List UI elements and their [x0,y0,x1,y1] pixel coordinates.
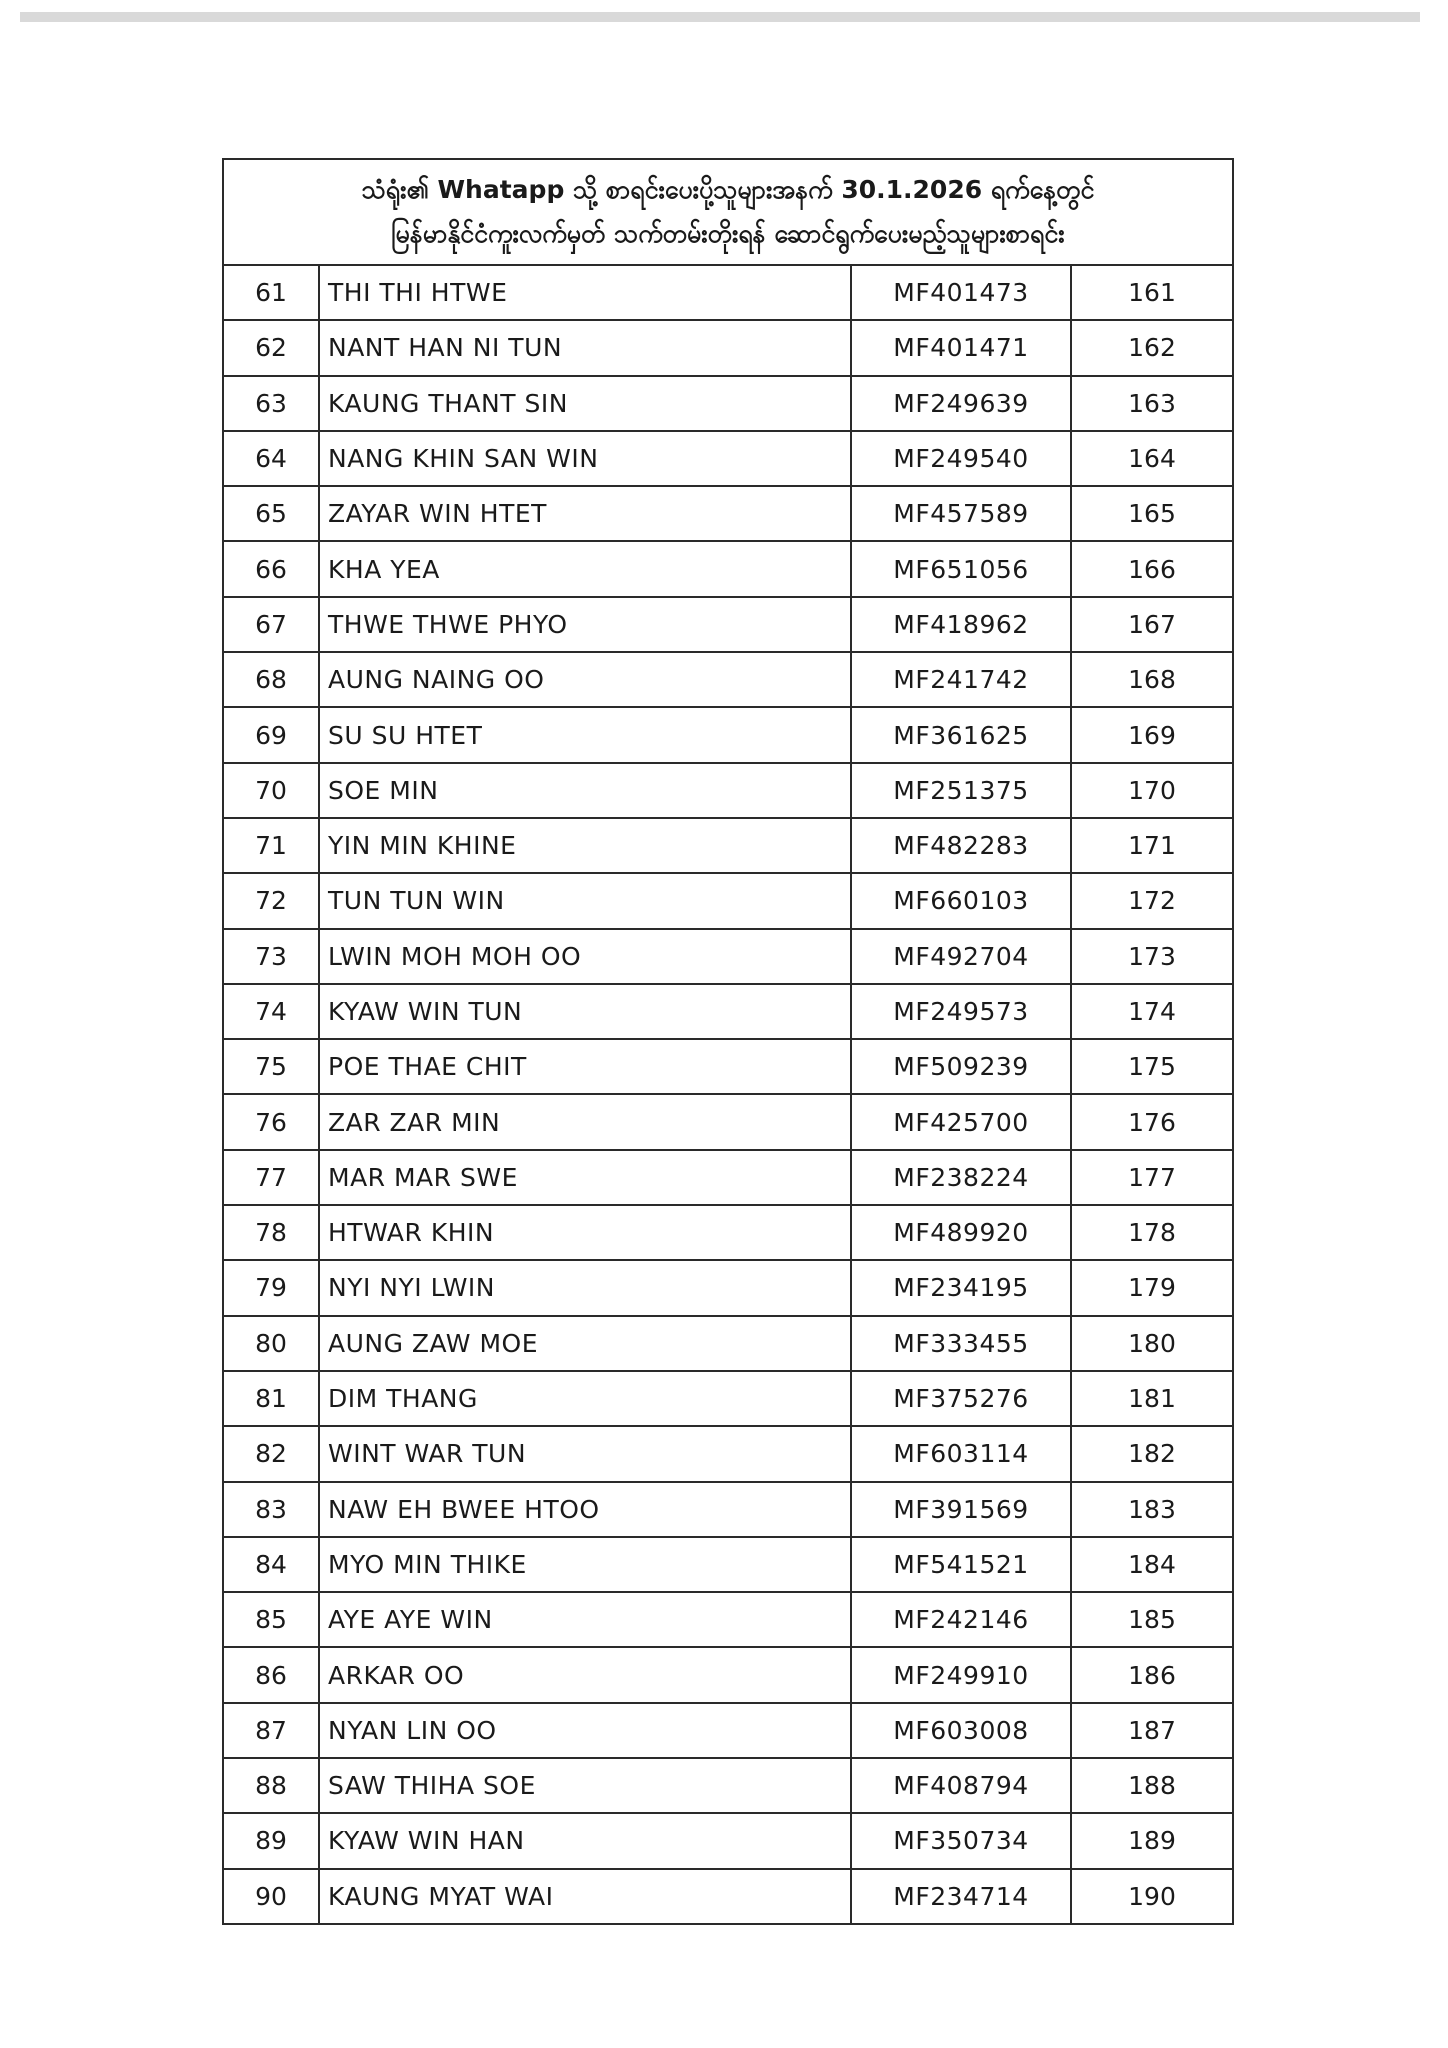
serial-number-cell: 65 [224,486,319,541]
name-list-table [224,266,1232,1923]
serial-number-cell: 84 [224,1537,319,1592]
passport-number-cell: MF651056 [851,541,1071,596]
name-cell: THI THI HTWE [319,266,851,320]
passport-number-cell: MF457589 [851,486,1071,541]
queue-number-cell: 163 [1071,376,1232,431]
name-cell: NANT HAN NI TUN [319,320,851,375]
table-row [224,1039,1232,1094]
name-cell: WINT WAR TUN [319,1426,851,1481]
queue-number-cell: 178 [1071,1205,1232,1260]
name-cell: THWE THWE PHYO [319,597,851,652]
passport-number-cell: MF249540 [851,431,1071,486]
queue-number-cell: 184 [1071,1537,1232,1592]
table-row [224,1647,1232,1702]
serial-number-cell: 79 [224,1260,319,1315]
serial-number-cell: 66 [224,541,319,596]
serial-number-cell: 61 [224,266,319,320]
table-row [224,431,1232,486]
passport-number-cell: MF489920 [851,1205,1071,1260]
queue-number-cell: 176 [1071,1094,1232,1149]
passport-number-cell: MF241742 [851,652,1071,707]
table-row [224,707,1232,762]
queue-number-cell: 164 [1071,431,1232,486]
passport-number-cell: MF401473 [851,266,1071,320]
table-row [224,1758,1232,1813]
serial-number-cell: 73 [224,929,319,984]
name-cell: NAW EH BWEE HTOO [319,1482,851,1537]
passport-number-cell: MF249573 [851,984,1071,1039]
serial-number-cell: 72 [224,873,319,928]
table-row [224,1371,1232,1426]
serial-number-cell: 67 [224,597,319,652]
header-line-2: မြန်မာနိုင်ငံကူးလက်မှတ် သက်တမ်းတိုးရန် ဆောင်ရွက်ပေးမည့်သူများစာရင်း [391,219,1065,248]
table-row [224,1260,1232,1315]
table-row [224,1869,1232,1923]
serial-number-cell: 68 [224,652,319,707]
serial-number-cell: 80 [224,1316,319,1371]
serial-number-cell: 78 [224,1205,319,1260]
table-row [224,1094,1232,1149]
name-cell: HTWAR KHIN [319,1205,851,1260]
name-cell: ZAR ZAR MIN [319,1094,851,1149]
name-cell: MYO MIN THIKE [319,1537,851,1592]
queue-number-cell: 177 [1071,1150,1232,1205]
name-cell: POE THAE CHIT [319,1039,851,1094]
table-row [224,486,1232,541]
passport-number-cell: MF238224 [851,1150,1071,1205]
table-row [224,1813,1232,1868]
table-row [224,763,1232,818]
table-row [224,929,1232,984]
queue-number-cell: 162 [1071,320,1232,375]
table-row [224,1205,1232,1260]
passport-number-cell: MF234195 [851,1260,1071,1315]
name-cell: AYE AYE WIN [319,1592,851,1647]
passport-number-cell: MF603114 [851,1426,1071,1481]
queue-number-cell: 172 [1071,873,1232,928]
passport-number-cell: MF251375 [851,763,1071,818]
table-row [224,266,1232,320]
document-table-container [222,158,1234,1925]
table-row [224,320,1232,375]
passport-number-cell: MF249910 [851,1647,1071,1702]
passport-number-cell: MF375276 [851,1371,1071,1426]
queue-number-cell: 186 [1071,1647,1232,1702]
name-cell: LWIN MOH MOH OO [319,929,851,984]
table-row [224,1150,1232,1205]
queue-number-cell: 188 [1071,1758,1232,1813]
serial-number-cell: 82 [224,1426,319,1481]
serial-number-cell: 83 [224,1482,319,1537]
queue-number-cell: 183 [1071,1482,1232,1537]
name-cell: NANG KHIN SAN WIN [319,431,851,486]
queue-number-cell: 187 [1071,1703,1232,1758]
table-row [224,818,1232,873]
queue-number-cell: 190 [1128,1881,1176,1911]
scan-edge [20,12,1420,22]
table-row [224,1703,1232,1758]
queue-number-cell: 181 [1071,1371,1232,1426]
passport-number-cell: MF660103 [851,873,1071,928]
serial-number-cell: 69 [224,707,319,762]
name-cell: SU SU HTET [319,707,851,762]
passport-number-cell: MF603008 [851,1703,1071,1758]
name-cell: YIN MIN KHINE [319,818,851,873]
serial-number-cell: 81 [224,1371,319,1426]
table-row [224,1537,1232,1592]
name-cell: AUNG ZAW MOE [319,1316,851,1371]
table-row [224,1426,1232,1481]
passport-number-cell: MF391569 [851,1482,1071,1537]
queue-number-cell: 180 [1071,1316,1232,1371]
queue-number-cell: 173 [1071,929,1232,984]
serial-number-cell: 90 [224,1869,319,1923]
queue-number-cell: 169 [1071,707,1232,762]
name-cell: MAR MAR SWE [319,1150,851,1205]
passport-number-cell: MF242146 [851,1592,1071,1647]
passport-number-cell: MF482283 [851,818,1071,873]
queue-number-cell: 182 [1071,1426,1232,1481]
serial-number-cell: 77 [224,1150,319,1205]
name-cell: KAUNG THANT SIN [319,376,851,431]
serial-number-cell: 70 [224,763,319,818]
name-cell: KYAW WIN TUN [319,984,851,1039]
queue-number-cell: 179 [1071,1260,1232,1315]
serial-number-cell: 88 [224,1758,319,1813]
queue-number-cell: 171 [1071,818,1232,873]
table-row [224,984,1232,1039]
table-row [224,1316,1232,1371]
name-cell: KAUNG MYAT WAI [319,1869,851,1923]
passport-number-cell: MF541521 [851,1537,1071,1592]
queue-number-cell: 166 [1071,541,1232,596]
serial-number-cell: 63 [224,376,319,431]
name-cell: NYAN LIN OO [319,1703,851,1758]
passport-number-cell: MF492704 [851,929,1071,984]
passport-number-cell: MF425700 [851,1094,1071,1149]
name-cell: ARKAR OO [319,1647,851,1702]
passport-number-cell: MF361625 [851,707,1071,762]
serial-number-cell: 89 [224,1813,319,1868]
header-line-1: သံရုံး၏ Whatapp သို့ စာရင်းပေးပို့သူများအနက် 30.1.2026 ရက်နေ့တွင် [361,175,1095,204]
table-row [224,597,1232,652]
serial-number-cell: 74 [224,984,319,1039]
serial-number-cell: 62 [224,320,319,375]
name-cell: SAW THIHA SOE [319,1758,851,1813]
queue-number-cell: 167 [1071,597,1232,652]
queue-number-cell: 189 [1071,1813,1232,1868]
passport-number-cell: MF234714 [851,1869,1071,1923]
queue-number-cell: 174 [1071,984,1232,1039]
name-cell: AUNG NAING OO [319,652,851,707]
serial-number-cell: 64 [224,431,319,486]
name-cell: DIM THANG [319,1371,851,1426]
queue-number-cell: 170 [1071,763,1232,818]
serial-number-cell: 87 [224,1703,319,1758]
name-cell: ZAYAR WIN HTET [319,486,851,541]
name-cell: KYAW WIN HAN [319,1813,851,1868]
name-cell: KHA YEA [319,541,851,596]
passport-number-cell: MF418962 [851,597,1071,652]
name-cell: NYI NYI LWIN [319,1260,851,1315]
passport-number-cell: MF401471 [851,320,1071,375]
table-row [224,376,1232,431]
passport-number-cell: MF509239 [851,1039,1071,1094]
table-row [224,541,1232,596]
serial-number-cell: 86 [224,1647,319,1702]
serial-number-cell: 71 [224,818,319,873]
serial-number-cell: 76 [224,1094,319,1149]
passport-number-cell: MF350734 [851,1813,1071,1868]
passport-number-cell: MF408794 [851,1758,1071,1813]
serial-number-cell: 85 [224,1592,319,1647]
passport-number-cell: MF249639 [851,376,1071,431]
table-header [224,160,1232,266]
queue-number-cell: 168 [1071,652,1232,707]
queue-number-cell: 185 [1071,1592,1232,1647]
passport-number-cell: MF333455 [851,1316,1071,1371]
name-cell: TUN TUN WIN [319,873,851,928]
table-row [224,873,1232,928]
queue-number-cell: 161 [1071,266,1232,320]
table-row [224,1482,1232,1537]
queue-number-cell: 165 [1071,486,1232,541]
table-row [224,652,1232,707]
table-row [224,1592,1232,1647]
name-cell: SOE MIN [319,763,851,818]
queue-number-cell: 175 [1071,1039,1232,1094]
serial-number-cell: 75 [224,1039,319,1094]
